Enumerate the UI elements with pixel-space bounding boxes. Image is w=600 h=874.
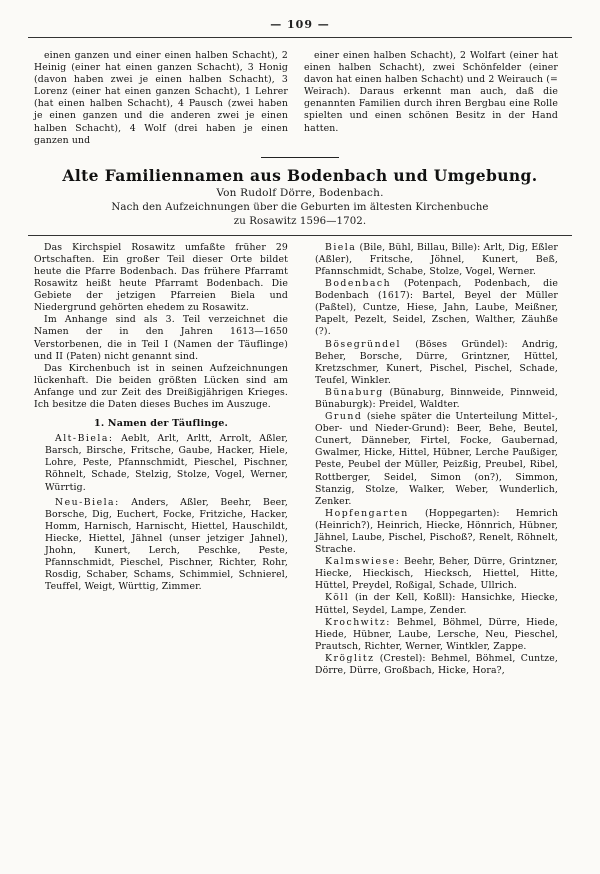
entry-text: (Bile, Bühl, Billau, Bille): Arlt, Dig, Eßler (Aßler), Fritsche, Jöhnel, Kunert, Beß, Pfannschmidt, Schabe, Stolze, Vogel, Werner. [315, 241, 558, 277]
article-title: Alte Familiennamen aus Bodenbach und Umgebung. [62, 165, 538, 185]
entry-lemma: Kröglitz [325, 652, 375, 664]
list-item [304, 387, 558, 411]
list-item [304, 278, 558, 338]
entry-lemma: Krochwitz: [325, 616, 391, 628]
article-subhead-line2: zu Rosawitz 1596—1702. [233, 216, 367, 228]
intro-paragraph-1: Das Kirchspiel Rosawitz umfaßte früher 29 Ortschaften. Ein großer Teil dieser Orte bildet heute die Pfarre Bodenbach. Das frühere Pfarramt Rosawitz heißt heute Pfarramt Bodenbach. Die Gebiete der jetzigen Pfarreien Biela und Niedergrund gehörten ehedem zu Rosawitz. [34, 241, 288, 314]
article-column-right [304, 242, 558, 677]
entry-text: (Crestel): Behmel, Böhmel, Cuntze, Dörre, Dürre, Großbach, Hicke, Hora?, [315, 652, 558, 677]
list-item [304, 556, 558, 592]
list-item [304, 592, 558, 616]
entry-text: (Böses Gründel): Andrig, Beher, Borsche, Dürre, Grintzner, Hüttel, Kretzschmer, Kunert, Pischel, Pischel, Schade, Teufel, Winkler. [315, 338, 558, 386]
intro-paragraph-2: Im Anhange sind als 3. Teil verzeichnet die Namen der in den Jahren 1613—1650 Verstorbenen, die in Teil I (Namen der Täuflinge) und II (Paten) nicht genannt sind. [34, 314, 288, 362]
top-right-paragraph: einer einen halben Schacht), 2 Wolfart (einer hat einen halben Schacht), zwei Schönfelder (einer davon hat einen halben Schacht) und 2 Weirauch (= Weirach). Daraus erkennt man auch, daß die genannten Familien durch ihren Bergbau eine Rolle spielten und einen schönen Besitz in der Hand hatten. [304, 50, 558, 134]
entry-lemma: Bösegründel [325, 338, 401, 350]
entry-text: (in der Kell, Koßll): Hansichke, Hiecke, Hüttel, Seydel, Lampe, Zender. [315, 592, 558, 616]
article-header-divider [28, 235, 572, 236]
list-item [34, 497, 288, 594]
intro-paragraph-3: Das Kirchenbuch ist in seinen Aufzeichnungen lückenhaft. Die beiden größten Lücken sind am Anfange und zur Zeit des Dreißigjährigen Krieges. Ich besitze die Daten dieses Buches im Auszuge. [34, 362, 288, 410]
top-continuation-columns [28, 46, 572, 147]
top-column-left [34, 50, 288, 147]
section-divider [261, 157, 339, 158]
entry-lemma: Köll [325, 592, 350, 604]
entry-lemma: Grund [325, 411, 363, 423]
entry-text: (Potenpach, Podenbach, die Bodenbach (1617): Bartel, Beyel der Müller (Paßtel), Cuntze, Hiese, Jahn, Laube, Meißner, Papelt, Pezelt, Seidel, Zschen, Walther, Zäuhße (?). [315, 278, 558, 338]
article-column-left [34, 242, 288, 677]
subsection-heading: 1. Namen der Täuflinge. [94, 418, 228, 430]
entry-text: Anders, Aßler, Beehr, Beer, Borsche, Dig, Euchert, Focke, Fritziche, Hacker, Homm, Harnisch, Harnischt, Hiettel, Hauschildt, Hiecke, Hiettel, Jähnel (unser jetziger Jahnel), Jhohn, Kunert, Lerch, Peschke, Peste, Pfannschmidt, Pieschel, Pischner, Richter, Rohr, Rosdig, Schaber, Schams, Schimmiel, Schnierel, Teuffel, Weigt, Württig, Zimmer. [45, 496, 288, 593]
entry-text: (Hoppegarten): Hemrich (Heinrich?), Heinrich, Hiecke, Hönnrich, Hübner, Jähnel, Laube, Pischel, Pischoß?, Renelt, Röhnelt, Strache. [315, 507, 558, 556]
page-number: — 109 — [270, 18, 330, 31]
entry-text: Aeblt, Arlt, Arltt, Arrolt, Aßler, Barsch, Birsche, Fritsche, Gaube, Hacker, Hiele, Lohre, Peste, Pfannschmidt, Pieschel, Pischner, Röhnelt, Schade, Stelzig, Stolze, Vogel, Werner, Würrtig. [45, 433, 288, 493]
entry-lemma: Hopfengarten [325, 507, 409, 519]
list-item [304, 653, 558, 677]
list-item [304, 242, 558, 278]
list-item [34, 433, 288, 493]
list-item [304, 411, 558, 508]
article-columns [28, 240, 572, 677]
list-item [304, 339, 558, 387]
page-content [28, 18, 572, 856]
entry-lemma: Biela [325, 241, 357, 253]
body-area [28, 46, 572, 677]
entry-lemma: Neu-Biela: [55, 496, 120, 508]
entry-text: (siehe später die Unterteilung Mittel-, Ober- und Nieder-Grund): Beer, Behe, Beutel, Cunert, Dänneber, Firtel, Focke, Gaubernad, Gwalmer, Hicke, Hittel, Hübner, Lerche Paußiger, Peste, Peubel der Müller, Peizßig, Preubel, Ribel, Rottberger, Seidel, Simon (on?), Simmon, Stanzig, Stolze, Walker, Weber, Wunderlich, Zenker. [315, 411, 558, 507]
entry-lemma: Alt-Biela: [55, 433, 114, 445]
article-subhead-line1: Nach den Aufzeichnungen über die Geburten im ältesten Kirchenbuche [111, 201, 489, 213]
entry-text: Behmel, Böhmel, Dürre, Hiede, Hiede, Hübner, Laube, Lersche, Neu, Pieschel, Prautsch, Richter, Werner, Wintkler, Zappe. [315, 616, 558, 652]
top-left-paragraph: einen ganzen und einer einen halben Schacht), 2 Heinig (einer hat einen ganzen Schacht), 3 Honig (davon haben zwei je einen halben Schacht), 3 Lorenz (einer hat einen ganzen Schacht), 1 Lehrer (hat einen halben Schacht), 4 Pausch (zwei haben je einen ganzen und die anderen zwei je einen halben Schacht), 4 Wolf (drei haben je einen ganzen und [34, 50, 288, 146]
list-item [304, 508, 558, 556]
entry-text: Beehr, Beher, Dürre, Grintzner, Hiecke, Hieckisch, Hiecksch, Hiettel, Hitte, Hüttel, Preydel, Roßigal, Schade, Ullrich. [315, 556, 558, 592]
entry-lemma: Bünaburg [325, 386, 384, 398]
top-column-right [304, 50, 558, 147]
entry-lemma: Bodenbach [325, 278, 392, 290]
entry-text: (Bünaburg, Binnweide, Pinnweid, Bünaburgk): Preidel, Waldter. [315, 386, 558, 410]
article-byline: Von Rudolf Dörre, Bodenbach. [216, 186, 384, 199]
entry-lemma: Kalmswiese: [325, 556, 401, 568]
list-item [304, 617, 558, 653]
header-divider [28, 37, 572, 38]
